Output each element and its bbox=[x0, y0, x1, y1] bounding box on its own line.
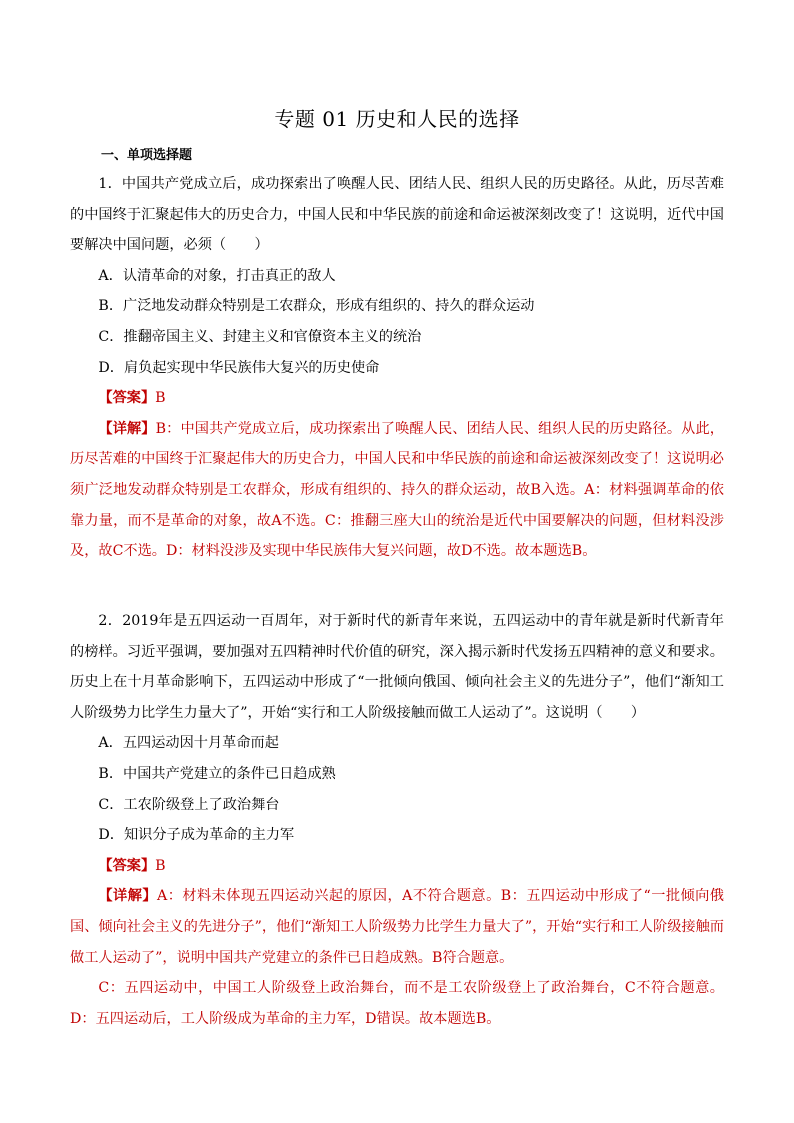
answer-line bbox=[70, 383, 724, 414]
option-b: B．中国共产党建立的条件已日趋成熟 bbox=[98, 765, 336, 782]
detail-text: B：中国共产党成立后，成功探索出了唤醒人民、团结人民、组织人民的历史路径。从此，历尽苦难的中国终于汇聚起伟大的历史合力，中国人民和中华民族的前途和命运被深刻改变了！这说明必须广泛地发动群众特别是工农群众，形成有组织的、持久的群众运动，故B入选。A：材料强调革命的依靠力量，而不是革命的对象，故A不选。C：推翻三座大山的统治是近代中国要解决的问题，但材料没涉及，故C不选。D：材料没涉及实现中华民族伟大复兴问题，故D不选。故本题选B。 bbox=[70, 420, 724, 560]
answer-line bbox=[70, 851, 724, 882]
question-stem: 2．2019年是五四运动一百周年，对于新时代的新青年来说，五四运动中的青年就是新时代新青年的榜样。习近平强调，要加强对五四精神时代价值的研究，深入揭示新时代发扬五四精神的意义和要求。历史上在十月革命影响下，五四运动中形成了“一批倾向俄国、倾向社会主义的先进分子”，他们“渐知工人阶级势力比学生力量大了”，开始“实行和工人阶级接触而做工人运动了”。这说明（ ） bbox=[70, 613, 724, 721]
detail-text: A：材料未体现五四运动兴起的原因，A不符合题意。B：五四运动中形成了“一批倾向俄国、倾向社会主义的先进分子”，他们“渐知工人阶级势力比学生力量大了”，开始“实行和工人阶级接触而做工人运动了”，说明中国共产党建立的条件已日趋成熟。B符合题意。 bbox=[70, 888, 724, 966]
question-1 bbox=[70, 169, 724, 567]
option-c: C．推翻帝国主义、封建主义和官僚资本主义的统治 bbox=[98, 328, 422, 345]
detail-tag: 【详解】 bbox=[98, 420, 156, 437]
option-b: B．广泛地发动群众特别是工农群众，形成有组织的、持久的群众运动 bbox=[98, 298, 535, 315]
page-title: 专题 01 历史和人民的选择 bbox=[274, 107, 520, 131]
answer-tag: 【答案】 bbox=[98, 857, 156, 874]
explanation bbox=[70, 414, 724, 567]
option-a: A．认清革命的对象，打击真正的敌人 bbox=[98, 267, 336, 284]
option-d: D．知识分子成为革命的主力军 bbox=[98, 827, 295, 844]
answer-value: B bbox=[155, 390, 166, 407]
question-2 bbox=[70, 606, 724, 1034]
explanation bbox=[70, 881, 724, 973]
section-heading: 一、单项选择题 bbox=[101, 148, 193, 163]
detail-tag: 【详解】 bbox=[98, 888, 157, 905]
option-a: A．五四运动因十月革命而起 bbox=[98, 735, 279, 752]
explanation-continued: C：五四运动中，中国工人阶级登上政治舞台，而不是工农阶级登上了政治舞台，C不符合题意。D：五四运动后，工人阶级成为革命的主力军，D错误。故本题选B。 bbox=[70, 980, 724, 1027]
option-d: D．肩负起实现中华民族伟大复兴的历史使命 bbox=[98, 359, 380, 376]
question-stem: 1．中国共产党成立后，成功探索出了唤醒人民、团结人民、组织人民的历史路径。从此，历尽苦难的中国终于汇聚起伟大的历史合力，中国人民和中华民族的前途和命运被深刻改变了！这说明，近代中国要解决中国问题，必须（ ） bbox=[70, 176, 724, 254]
option-c: C．工农阶级登上了政治舞台 bbox=[98, 796, 280, 813]
answer-tag: 【答案】 bbox=[98, 390, 156, 407]
answer-value: B bbox=[155, 857, 166, 874]
